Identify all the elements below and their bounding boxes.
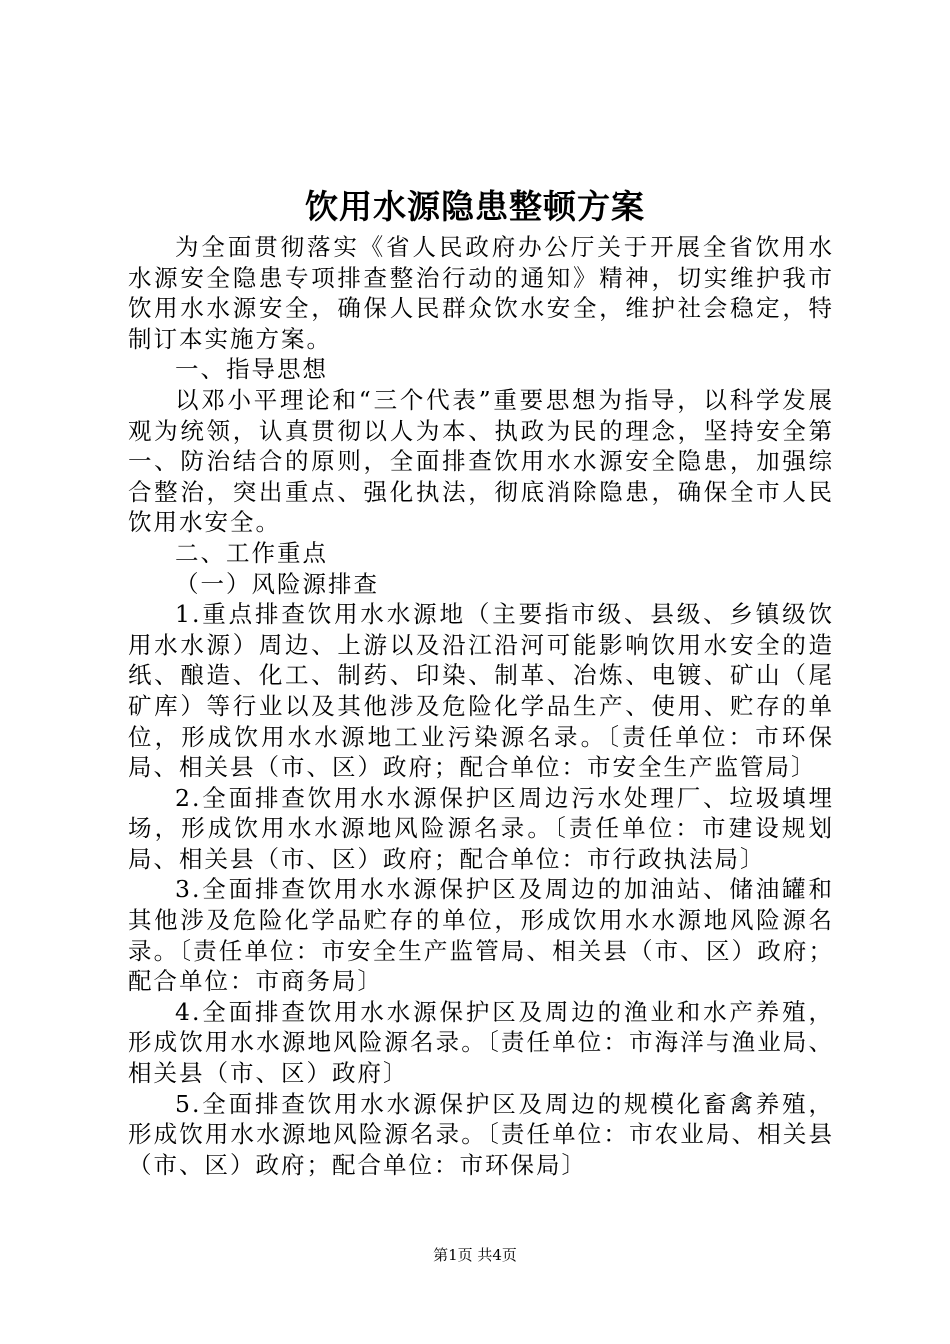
list-item-5: 5.全面排查饮用水水源保护区及周边的规模化畜禽养殖，形成饮用水水源地风险源名录。〔责任单位：市农业局、相关县（市、区）政府；配合单位：市环保局〕 — [128, 1089, 834, 1179]
guiding-ideology-paragraph: 以邓小平理论和“三个代表”重要思想为指导，以科学发展观为统领，认真贯彻以人为本、执政为民的理念，坚持安全第一、防治结合的原则，全面排查饮用水水源安全隐患，加强综合整治，突出重点、强化执法，彻底消除隐患，确保全市人民饮用水安全。 — [128, 385, 834, 537]
list-item-3: 3.全面排查饮用水水源保护区及周边的加油站、储油罐和其他涉及危险化学品贮存的单位，形成饮用水水源地风险源名录。〔责任单位：市安全生产监管局、相关县（市、区）政府；配合单位：市商务局〕 — [128, 875, 834, 996]
document-title: 饮用水源隐患整顿方案 — [305, 187, 645, 226]
list-item-2: 2.全面排查饮用水水源保护区周边污水处理厂、垃圾填埋场，形成饮用水水源地风险源名录。〔责任单位：市建设规划局、相关县（市、区）政府；配合单位：市行政执法局〕 — [128, 783, 834, 873]
subsection-heading-risk-source-survey: （一）风险源排查 — [175, 569, 379, 598]
intro-paragraph: 为全面贯彻落实《省人民政府办公厅关于开展全省饮用水水源安全隐患专项排查整治行动的通知》精神，切实维护我市饮用水水源安全，确保人民群众饮水安全，维护社会稳定，特制订本实施方案。 — [128, 233, 834, 353]
page-number-footer: 第1页 共4页 — [433, 1246, 517, 1264]
section-heading-work-focus: 二、工作重点 — [175, 538, 328, 567]
document-body — [128, 232, 834, 1180]
list-item-1: 1.重点排查饮用水水源地（主要指市级、县级、乡镇级饮用水水源）周边、上游以及沿江沿河可能影响饮用水安全的造纸、酿造、化工、制药、印染、制革、冶炼、电镀、矿山（尾矿库）等行业以及其他涉及危险化学品生产、使用、贮存的单位，形成饮用水水源地工业污染源名录。〔责任单位：市环保局、相关县（市、区）政府；配合单位：市安全生产监管局〕 — [128, 600, 834, 782]
list-item-4: 4.全面排查饮用水水源保护区及周边的渔业和水产养殖，形成饮用水水源地风险源名录。〔责任单位：市海洋与渔业局、相关县（市、区）政府〕 — [128, 997, 834, 1088]
section-heading-guiding-ideology: 一、指导思想 — [175, 355, 328, 384]
